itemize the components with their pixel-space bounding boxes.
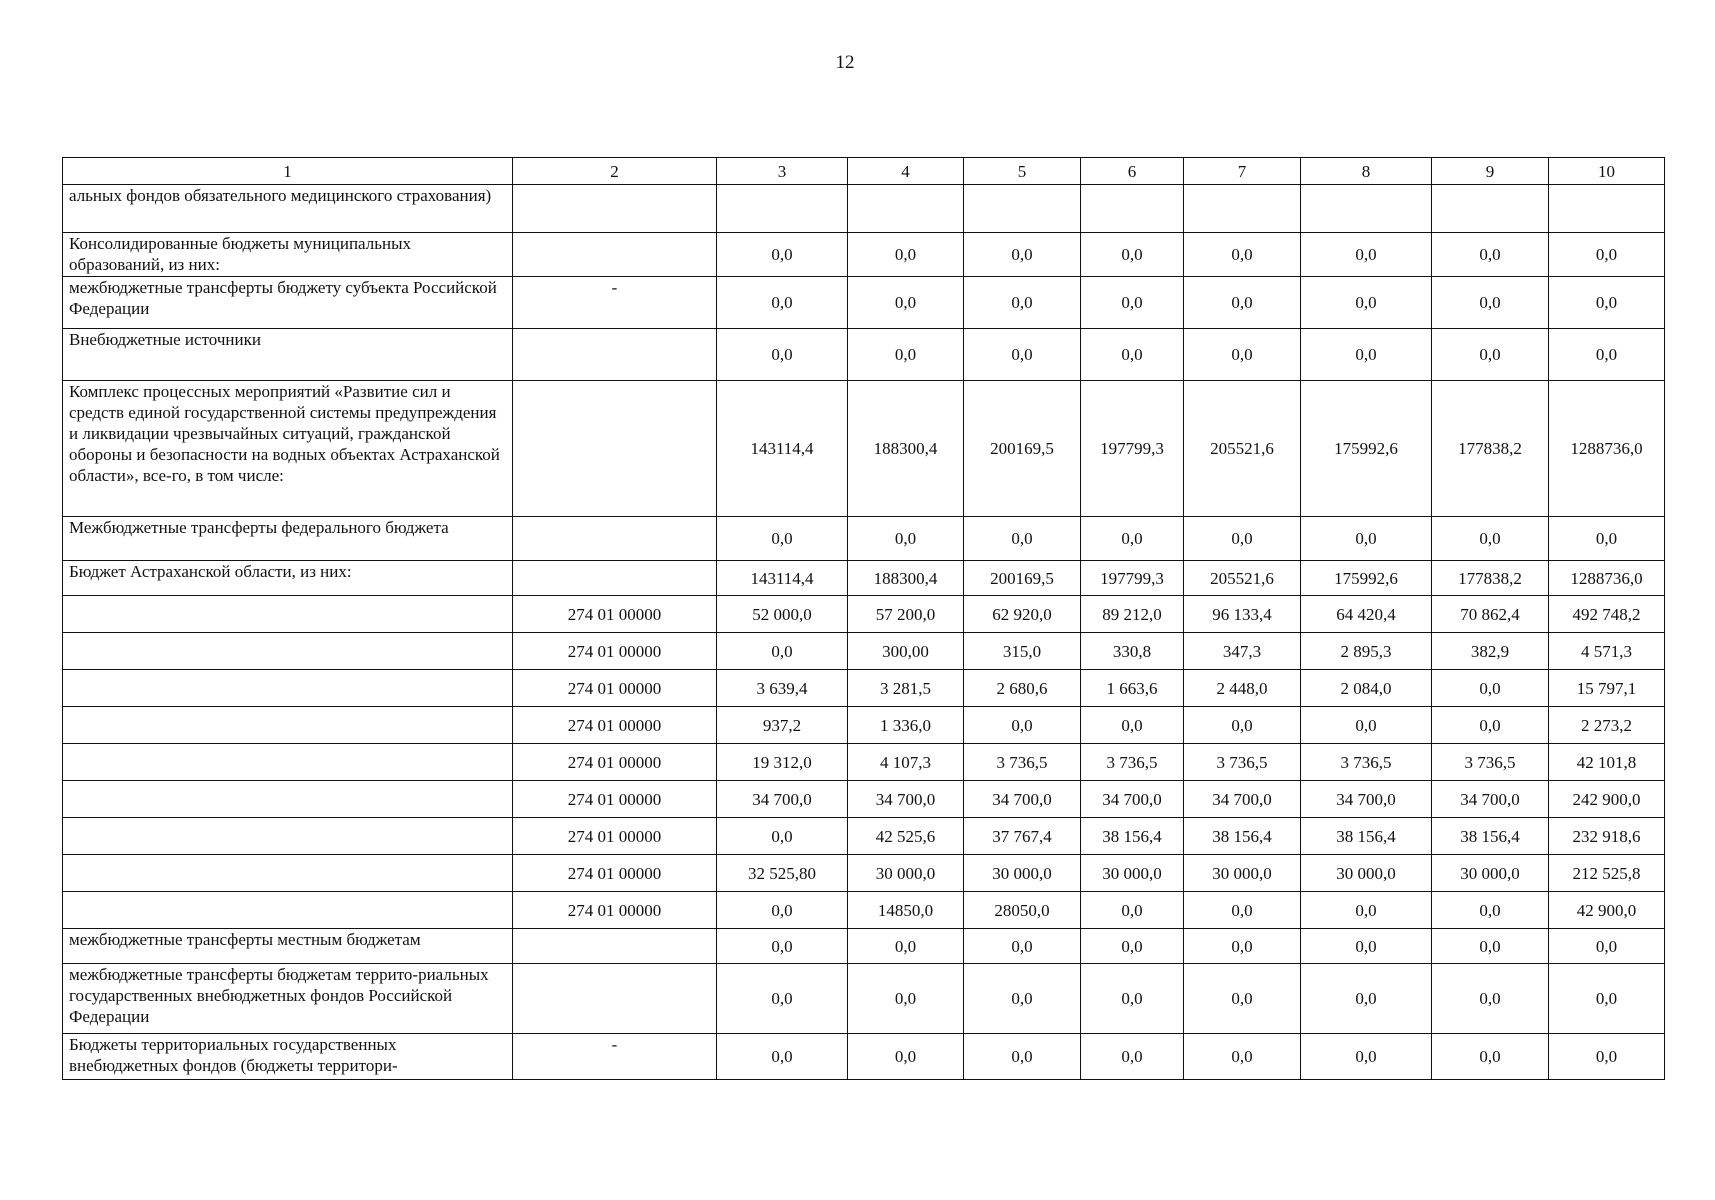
table-row bbox=[63, 596, 1665, 633]
amount-cell: 0,0 bbox=[1184, 233, 1301, 277]
row-description bbox=[63, 855, 513, 892]
budget-code bbox=[513, 964, 717, 1034]
amount-cell: 0,0 bbox=[848, 929, 964, 964]
table-row bbox=[63, 964, 1665, 1034]
amount-cell: 143114,4 bbox=[717, 561, 848, 596]
table-row bbox=[63, 329, 1665, 381]
amount-cell: 177838,2 bbox=[1432, 381, 1549, 517]
budget-code bbox=[513, 381, 717, 517]
row-description: Бюджеты территориальных государственных внебюджетных фондов (бюджеты территори- bbox=[63, 1034, 513, 1080]
amount-cell: 3 281,5 bbox=[848, 670, 964, 707]
amount-cell: 188300,4 bbox=[848, 381, 964, 517]
table-row bbox=[63, 277, 1665, 329]
amount-cell: 0,0 bbox=[1432, 233, 1549, 277]
amount-cell: 0,0 bbox=[1184, 707, 1301, 744]
budget-code: 274 01 00000 bbox=[513, 707, 717, 744]
amount-cell: 30 000,0 bbox=[964, 855, 1081, 892]
amount-cell: 0,0 bbox=[964, 929, 1081, 964]
table-row bbox=[63, 818, 1665, 855]
amount-cell: 0,0 bbox=[848, 1034, 964, 1080]
row-description bbox=[63, 892, 513, 929]
budget-code: 274 01 00000 bbox=[513, 818, 717, 855]
amount-cell: 197799,3 bbox=[1081, 561, 1184, 596]
table-row bbox=[63, 929, 1665, 964]
amount-cell: 30 000,0 bbox=[848, 855, 964, 892]
amount-cell: 0,0 bbox=[1432, 892, 1549, 929]
budget-code bbox=[513, 561, 717, 596]
amount-cell: 0,0 bbox=[1549, 329, 1665, 381]
row-description: Внебюджетные источники bbox=[63, 329, 513, 381]
amount-cell: 315,0 bbox=[964, 633, 1081, 670]
amount-cell: 1 336,0 bbox=[848, 707, 964, 744]
table-row bbox=[63, 381, 1665, 517]
amount-cell: 28050,0 bbox=[964, 892, 1081, 929]
amount-cell: 37 767,4 bbox=[964, 818, 1081, 855]
amount-cell: 0,0 bbox=[1081, 329, 1184, 381]
amount-cell: 0,0 bbox=[964, 233, 1081, 277]
table-row bbox=[63, 892, 1665, 929]
row-description: альных фондов обязательного медицинского страхования) bbox=[63, 185, 513, 233]
amount-cell: 0,0 bbox=[1184, 964, 1301, 1034]
page-number: 12 bbox=[835, 52, 855, 73]
amount-cell: 143114,4 bbox=[717, 381, 848, 517]
amount-cell: 0,0 bbox=[1301, 517, 1432, 561]
budget-code bbox=[513, 929, 717, 964]
amount-cell: 2 895,3 bbox=[1301, 633, 1432, 670]
amount-cell bbox=[1184, 185, 1301, 233]
row-description bbox=[63, 818, 513, 855]
amount-cell: 0,0 bbox=[848, 329, 964, 381]
amount-cell: 205521,6 bbox=[1184, 381, 1301, 517]
amount-cell: 0,0 bbox=[1081, 892, 1184, 929]
amount-cell: 0,0 bbox=[1432, 277, 1549, 329]
amount-cell: 4 571,3 bbox=[1549, 633, 1665, 670]
budget-code: 274 01 00000 bbox=[513, 781, 717, 818]
amount-cell: 0,0 bbox=[717, 633, 848, 670]
amount-cell: 38 156,4 bbox=[1081, 818, 1184, 855]
amount-cell: 300,00 bbox=[848, 633, 964, 670]
row-description: Комплекс процессных мероприятий «Развитие сил и средств единой государственной системы предупреждения и ликвидации чрезвычайных ситуаций, гражданской обороны и безопасности на водных объектах Астраханской области», все-го, в том числе: bbox=[63, 381, 513, 517]
amount-cell: 62 920,0 bbox=[964, 596, 1081, 633]
amount-cell: 42 900,0 bbox=[1549, 892, 1665, 929]
row-description: межбюджетные трансферты бюджету субъекта Российской Федерации bbox=[63, 277, 513, 329]
amount-cell: 330,8 bbox=[1081, 633, 1184, 670]
budget-code: 274 01 00000 bbox=[513, 892, 717, 929]
amount-cell: 1288736,0 bbox=[1549, 381, 1665, 517]
budget-code bbox=[513, 517, 717, 561]
amount-cell: 347,3 bbox=[1184, 633, 1301, 670]
row-description: межбюджетные трансферты бюджетам террито-риальных государственных внебюджетных фондов Российской Федерации bbox=[63, 964, 513, 1034]
row-description bbox=[63, 781, 513, 818]
amount-cell: 0,0 bbox=[1549, 1034, 1665, 1080]
table-row bbox=[63, 781, 1665, 818]
row-description: Межбюджетные трансферты федерального бюджета bbox=[63, 517, 513, 561]
amount-cell: 34 700,0 bbox=[1184, 781, 1301, 818]
amount-cell: 0,0 bbox=[717, 818, 848, 855]
amount-cell: 89 212,0 bbox=[1081, 596, 1184, 633]
table-body bbox=[63, 185, 1665, 1080]
amount-cell: 34 700,0 bbox=[1301, 781, 1432, 818]
amount-cell: 0,0 bbox=[1432, 517, 1549, 561]
amount-cell: 3 736,5 bbox=[964, 744, 1081, 781]
amount-cell: 0,0 bbox=[1301, 277, 1432, 329]
amount-cell: 42 101,8 bbox=[1549, 744, 1665, 781]
amount-cell: 52 000,0 bbox=[717, 596, 848, 633]
amount-cell bbox=[1301, 185, 1432, 233]
amount-cell: 0,0 bbox=[1081, 1034, 1184, 1080]
amount-cell: 0,0 bbox=[1432, 670, 1549, 707]
budget-code: 274 01 00000 bbox=[513, 596, 717, 633]
table-row bbox=[63, 1034, 1665, 1080]
amount-cell: 0,0 bbox=[717, 233, 848, 277]
row-description bbox=[63, 744, 513, 781]
amount-cell bbox=[1432, 185, 1549, 233]
table-row bbox=[63, 670, 1665, 707]
row-description bbox=[63, 596, 513, 633]
amount-cell: 0,0 bbox=[1549, 929, 1665, 964]
amount-cell: 0,0 bbox=[1301, 329, 1432, 381]
amount-cell: 0,0 bbox=[1301, 1034, 1432, 1080]
amount-cell: 0,0 bbox=[1081, 517, 1184, 561]
amount-cell: 0,0 bbox=[1301, 707, 1432, 744]
amount-cell: 492 748,2 bbox=[1549, 596, 1665, 633]
amount-cell: 3 736,5 bbox=[1301, 744, 1432, 781]
amount-cell bbox=[1549, 185, 1665, 233]
row-description bbox=[63, 633, 513, 670]
amount-cell bbox=[848, 185, 964, 233]
amount-cell: 2 084,0 bbox=[1301, 670, 1432, 707]
amount-cell: 0,0 bbox=[1432, 329, 1549, 381]
amount-cell: 14850,0 bbox=[848, 892, 964, 929]
amount-cell: 0,0 bbox=[1301, 892, 1432, 929]
amount-cell: 0,0 bbox=[1081, 707, 1184, 744]
amount-cell: 3 736,5 bbox=[1432, 744, 1549, 781]
amount-cell: 0,0 bbox=[1081, 277, 1184, 329]
amount-cell: 70 862,4 bbox=[1432, 596, 1549, 633]
amount-cell: 30 000,0 bbox=[1184, 855, 1301, 892]
amount-cell: 197799,3 bbox=[1081, 381, 1184, 517]
amount-cell: 0,0 bbox=[1081, 964, 1184, 1034]
amount-cell: 177838,2 bbox=[1432, 561, 1549, 596]
amount-cell: 34 700,0 bbox=[1081, 781, 1184, 818]
amount-cell: 0,0 bbox=[964, 517, 1081, 561]
table-row bbox=[63, 233, 1665, 277]
amount-cell: 3 736,5 bbox=[1081, 744, 1184, 781]
amount-cell: 0,0 bbox=[1549, 277, 1665, 329]
column-header: 4 bbox=[848, 158, 964, 185]
amount-cell: 0,0 bbox=[1432, 1034, 1549, 1080]
column-header: 9 bbox=[1432, 158, 1549, 185]
budget-code bbox=[513, 329, 717, 381]
amount-cell: 38 156,4 bbox=[1432, 818, 1549, 855]
amount-cell: 2 273,2 bbox=[1549, 707, 1665, 744]
row-description: Бюджет Астраханской области, из них: bbox=[63, 561, 513, 596]
amount-cell: 0,0 bbox=[848, 277, 964, 329]
amount-cell: 0,0 bbox=[1081, 929, 1184, 964]
row-description bbox=[63, 707, 513, 744]
amount-cell: 0,0 bbox=[1184, 1034, 1301, 1080]
amount-cell: 0,0 bbox=[717, 964, 848, 1034]
amount-cell: 19 312,0 bbox=[717, 744, 848, 781]
row-description: межбюджетные трансферты местным бюджетам bbox=[63, 929, 513, 964]
budget-code: 274 01 00000 bbox=[513, 855, 717, 892]
amount-cell: 30 000,0 bbox=[1432, 855, 1549, 892]
table-row bbox=[63, 707, 1665, 744]
amount-cell: 0,0 bbox=[964, 707, 1081, 744]
amount-cell: 2 448,0 bbox=[1184, 670, 1301, 707]
amount-cell: 0,0 bbox=[848, 964, 964, 1034]
amount-cell: 3 639,4 bbox=[717, 670, 848, 707]
amount-cell: 175992,6 bbox=[1301, 381, 1432, 517]
column-header: 6 bbox=[1081, 158, 1184, 185]
amount-cell: 0,0 bbox=[1549, 964, 1665, 1034]
table-row bbox=[63, 855, 1665, 892]
column-header: 7 bbox=[1184, 158, 1301, 185]
amount-cell: 200169,5 bbox=[964, 381, 1081, 517]
amount-cell: 0,0 bbox=[1549, 233, 1665, 277]
amount-cell: 0,0 bbox=[1432, 964, 1549, 1034]
column-header: 5 bbox=[964, 158, 1081, 185]
amount-cell: 34 700,0 bbox=[848, 781, 964, 818]
table-row bbox=[63, 744, 1665, 781]
amount-cell: 0,0 bbox=[1549, 517, 1665, 561]
table-row bbox=[63, 561, 1665, 596]
column-header: 2 bbox=[513, 158, 717, 185]
budget-table bbox=[62, 157, 1665, 1080]
amount-cell: 4 107,3 bbox=[848, 744, 964, 781]
amount-cell: 1 663,6 bbox=[1081, 670, 1184, 707]
amount-cell: 34 700,0 bbox=[964, 781, 1081, 818]
amount-cell: 0,0 bbox=[1184, 892, 1301, 929]
amount-cell: 0,0 bbox=[964, 329, 1081, 381]
column-header: 10 bbox=[1549, 158, 1665, 185]
amount-cell: 0,0 bbox=[964, 1034, 1081, 1080]
amount-cell: 1288736,0 bbox=[1549, 561, 1665, 596]
amount-cell: 0,0 bbox=[717, 929, 848, 964]
amount-cell bbox=[1081, 185, 1184, 233]
amount-cell: 2 680,6 bbox=[964, 670, 1081, 707]
amount-cell: 0,0 bbox=[1184, 517, 1301, 561]
amount-cell: 0,0 bbox=[717, 277, 848, 329]
amount-cell: 15 797,1 bbox=[1549, 670, 1665, 707]
amount-cell: 0,0 bbox=[1432, 929, 1549, 964]
amount-cell: 0,0 bbox=[1184, 329, 1301, 381]
amount-cell: 0,0 bbox=[1301, 964, 1432, 1034]
amount-cell: 0,0 bbox=[964, 964, 1081, 1034]
amount-cell: 382,9 bbox=[1432, 633, 1549, 670]
table-row bbox=[63, 185, 1665, 233]
amount-cell: 34 700,0 bbox=[1432, 781, 1549, 818]
budget-code bbox=[513, 233, 717, 277]
amount-cell: 232 918,6 bbox=[1549, 818, 1665, 855]
amount-cell: 0,0 bbox=[717, 517, 848, 561]
amount-cell: 30 000,0 bbox=[1081, 855, 1184, 892]
amount-cell: 0,0 bbox=[1432, 707, 1549, 744]
amount-cell: 0,0 bbox=[717, 329, 848, 381]
amount-cell: 42 525,6 bbox=[848, 818, 964, 855]
amount-cell: 38 156,4 bbox=[1184, 818, 1301, 855]
row-description: Консолидированные бюджеты муниципальных образований, из них: bbox=[63, 233, 513, 277]
amount-cell: 0,0 bbox=[1301, 929, 1432, 964]
column-header: 3 bbox=[717, 158, 848, 185]
amount-cell: 0,0 bbox=[1081, 233, 1184, 277]
amount-cell: 937,2 bbox=[717, 707, 848, 744]
amount-cell: 96 133,4 bbox=[1184, 596, 1301, 633]
amount-cell: 0,0 bbox=[1184, 929, 1301, 964]
amount-cell: 0,0 bbox=[1184, 277, 1301, 329]
budget-code: 274 01 00000 bbox=[513, 670, 717, 707]
amount-cell: 205521,6 bbox=[1184, 561, 1301, 596]
amount-cell: 30 000,0 bbox=[1301, 855, 1432, 892]
column-header: 8 bbox=[1301, 158, 1432, 185]
budget-code: 274 01 00000 bbox=[513, 633, 717, 670]
table-row bbox=[63, 517, 1665, 561]
budget-code: - bbox=[513, 277, 717, 329]
amount-cell bbox=[717, 185, 848, 233]
amount-cell: 175992,6 bbox=[1301, 561, 1432, 596]
amount-cell: 3 736,5 bbox=[1184, 744, 1301, 781]
amount-cell: 38 156,4 bbox=[1301, 818, 1432, 855]
amount-cell: 0,0 bbox=[1301, 233, 1432, 277]
amount-cell: 32 525,80 bbox=[717, 855, 848, 892]
row-description bbox=[63, 670, 513, 707]
amount-cell: 0,0 bbox=[848, 233, 964, 277]
budget-code bbox=[513, 185, 717, 233]
amount-cell: 212 525,8 bbox=[1549, 855, 1665, 892]
amount-cell: 188300,4 bbox=[848, 561, 964, 596]
amount-cell: 0,0 bbox=[848, 517, 964, 561]
column-header: 1 bbox=[63, 158, 513, 185]
budget-code: 274 01 00000 bbox=[513, 744, 717, 781]
amount-cell: 34 700,0 bbox=[717, 781, 848, 818]
amount-cell: 0,0 bbox=[717, 892, 848, 929]
amount-cell bbox=[964, 185, 1081, 233]
budget-code: - bbox=[513, 1034, 717, 1080]
amount-cell: 57 200,0 bbox=[848, 596, 964, 633]
amount-cell: 0,0 bbox=[717, 1034, 848, 1080]
table-row bbox=[63, 633, 1665, 670]
amount-cell: 0,0 bbox=[964, 277, 1081, 329]
amount-cell: 200169,5 bbox=[964, 561, 1081, 596]
amount-cell: 242 900,0 bbox=[1549, 781, 1665, 818]
amount-cell: 64 420,4 bbox=[1301, 596, 1432, 633]
column-number-row bbox=[63, 158, 1665, 185]
